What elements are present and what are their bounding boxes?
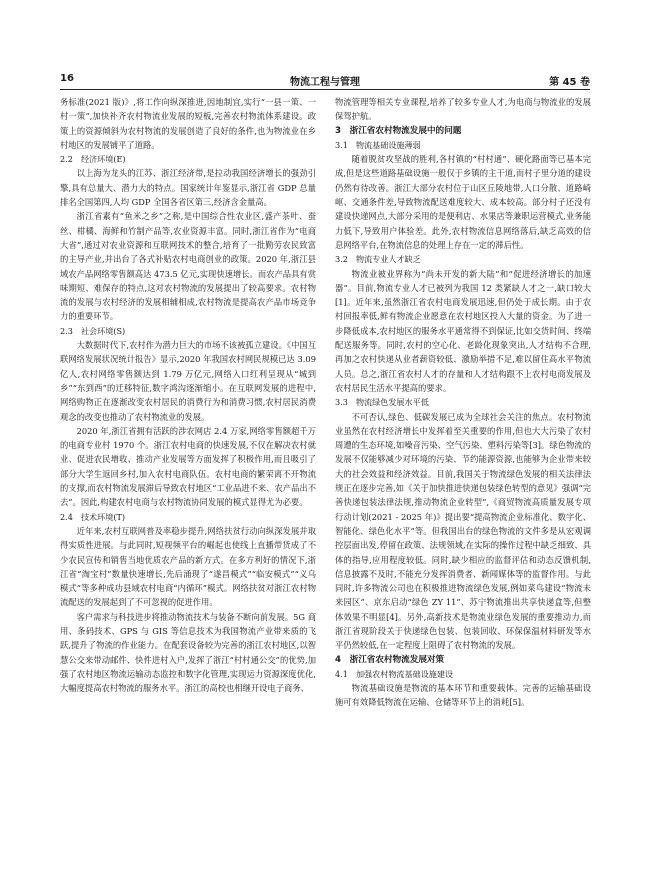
- section-number: 4: [335, 654, 341, 665]
- section-number: 3: [335, 125, 341, 136]
- paragraph: 客户需求与科技进步将推动物流技术与装备不断向前发展。5G 商用、条码技术、GPS 与 GIS 等信息技术为我国物流产业带来质的飞跃,提升了物流的作业能力。在配套设备较为完善的浙江农村地区,以智慧公交来带动邮件、快件进村入户,发挥了浙江“村村通公交”的优势,加强了农村地区物流运输动态监控和数字化管理,实现运力资源深度优化,大幅度提高农村物流的服务水平。浙江的高校也相继开设电子商务、: [60, 611, 316, 694]
- paragraph: 2020 年,浙江省拥有活跃的涉农网店 2.4 万家,网络零售额超千万的电商专业村 1970 个。浙江农村电商的快速发展,不仅在解决农村就业、促进农民增收、推动产业发展等方面发挥了积极作用,而且吸引了部分大学生返回乡村,加入农村电商队伍。农村电商的繁荣离不开物流的支撑,而农村物流发展滞后导致农村地区“工业品进不来、农产品出不去”。因此,构建农村电商与农村物流协同发展的模式显得尤为必要。: [60, 425, 316, 508]
- running-header: [60, 73, 590, 87]
- volume-label: 第 45 卷: [549, 77, 590, 88]
- subsection-heading: 2.2 经济环境(E): [60, 154, 126, 165]
- paragraph: 物流基础设施是物流的基本环节和重要载体。完善的运输基础设施可有效降低物流在运输、仓储等环节上的消耗[5]。: [335, 683, 591, 708]
- section-heading: [335, 124, 591, 138]
- paragraph: 随着脱贫攻坚战的胜利,各村镇的“村村通”、硬化路面等已基本完成,但是这些道路基础设施一般仅于乡镇的主干道,而村子里分道的建设仍然有待改善。浙江大部分农村位于山区丘陵地带,人口分散、道路崎岖、交通条件差,导致物流配送难度较大、成本较高。部分村子还没有建设快递网点,大部分采用的是便利店、水果店等兼职运营模式,业务能力低下,导致用户体验差。此外,农村物流信息网络落后,缺乏高效的信息网络平台,在物流信息的处理上存在一定的滞后性。: [335, 154, 591, 250]
- subsection-heading: 3.3 物流绿色发展水平低: [335, 397, 429, 408]
- paragraph: 浙江省素有“鱼米之乡”之称,是中国综合性农业区,盛产茶叶、蚕丝、柑橘、海鲜和竹制产品等,农业资源丰富。同时,浙江省作为“电商大省”,通过对农业资源和互联网技术的整合,培育了一批勤劳农民致富的主导产业,并出台了各式补贴农村电商创业的政策。2020 年,浙江县域农产品网络零售额高达 473.5 亿元,实现快速增长。而农产品具有赏味期短、难保存的特点,这对农村物流的发展提出了较高要求。农村物流的发展与农村经济的发展相辅相成,农村物流是提高农产品市场竞争力的重要环节。: [60, 211, 316, 322]
- header-rule: [60, 89, 590, 90]
- section-title: 浙江省农村物流发展中的问题: [349, 125, 462, 136]
- paragraph: 物流业被业界称为“尚未开发的新大陆”和“促进经济增长的加速器”。目前,物流专业人才已被列为我国 12 类紧缺人才之一,缺口较大[1]。近年来,虽然浙江省农村电商发展迅速,但仍处于成长期。由于农村回报率低,鲜有物流企业愿意在农村地区投入大量的资金。为了进一步降低成本,农村地区的服务水平通常得不到保证,比如交货时间、终端配送服务等。同时,农村的空心化、老龄化现象突出,人才结构不合理,再加之农村快递从业者薪资较低、激励举措不足,难以留住高水平物流人员。总之,浙江省农村人才的存量和人才结构跟不上农村电商发展及农村居民生活水平提高的要求。: [335, 268, 591, 393]
- subsection-heading: 4.1 加强农村物流基础设施建设: [335, 668, 454, 679]
- paragraph: 务标准(2021 版)》,将工作向纵深推进,因地制宜,实行“一县一策、一村一策”,加快补齐农村物流业发展的短板,完善农村物流体系建设。政策上的资源倾斜为农村物流的发展创造了良好的条件,也为物流业在乡村地区的发展铺平了道路。: [60, 97, 316, 150]
- paragraph: 大数据时代下,农村作为潜力巨大的市场不该被孤立建设。《中国互联网络发展状况统计报告》显示,2020 年我国农村网民规模已达 3.09 亿人,农村网络零售额达到 1.79 万亿元,网络入口红利呈现从“城到乡”“东到西”的迁移特征,数字鸿沟逐渐缩小。在互联网发展的进程中,网络购物正在逐渐改变农村居民的消费行为和消费习惯,农村居民消费观念的改变也推动了农村物流业的发展。: [60, 340, 316, 422]
- subsection-heading: 3.2 物流专业人才缺乏: [335, 254, 421, 265]
- subsection-heading: 2.4 技术环境(T): [60, 511, 126, 522]
- right-column: [335, 95, 591, 710]
- paragraph: 不可否认,绿色、低碳发展已成为全球社会关注的焦点。农村物流业虽然在农村经济增长中发挥着至关重要的作用,但也大大污染了农村周遭的生态环境,如噪音污染、空气污染、塑料污染等[3]。绿色物流的发展不仅能够减少对环境的污染、节约能源资源,也能够为企业带来较大的社会效益和经济效益。目前,我国关于物流绿色发展的相关法律法规正在逐步完善,如《关于加快推进快递包装绿色转型的意见》强调“完善快递包装法律法规,推动物流企业转型”,《商贸物流高质量发展专项行动计划(2021 - 2025 年)》提出要“提高物流企业标准化、数字化、智能化、绿色化水平”等。但我国出台的绿色物流的文件多是从宏观调控层面出发,停留在政策、法规领域,在实际的操作过程中缺乏细致、具体的指导,应用程度较低。同时,缺少相应的监督评估和动态反馈机制,信息披露不及时,不能充分发挥消费者、新闻媒体等的监督作用。与此同时,许多物流公司也在积极推进物流绿色发展,例如菜鸟建设“物流未来园区”、京东启动“绿色 ZY 11”、苏宁物流推出共享快递盒等,但整体效果不明显[4]。另外,高新技术是物流业绿色发展的重要推动力,而浙江省现阶段关于快递绿色包装、包装回收、环保保温材料研发等水平仍然较低,在一定程度上阻碍了农村物流的发展。: [335, 411, 591, 651]
- paragraph: 物流管理等相关专业课程,培养了较多专业人才,为电商与物流业的发展保驾护航。: [335, 97, 591, 122]
- paragraph: 以上海为龙头的江苏、浙江经济带,是拉动我国经济增长的强劲引擎,具有总量大、潜力大的特点。国家统计年鉴显示,浙江省 GDP 总量排名全国第四,人均 GDP 全国各省区第三,经济含金量高。: [60, 168, 316, 208]
- section-title: 浙江省农村物流发展对策: [349, 654, 445, 665]
- page-number: 16: [60, 73, 74, 84]
- journal-title: 物流工程与管理: [290, 77, 360, 88]
- left-column: [60, 95, 316, 695]
- subsection-heading: 2.3 社会环境(S): [60, 325, 126, 336]
- paragraph: 近年来,农村互联网普及率稳步提升,网络扶贫行动向纵深发展并取得实质性进展。与此同时,短视频平台的崛起也使线上直播带货成了不少农民宣传和销售当地优质农产品的新方式。在多方利好的情况下,浙江省“淘宝村”数量快速增长,先后涌现了“遂昌模式”“临安模式”“义乌模式”等多种成功县域农村电商“内循环”模式。网络扶贫对浙江农村物流配送的发展起到了不可忽视的促进作用。: [60, 525, 316, 608]
- subsection-heading: 3.1 物流基础设施薄弱: [335, 139, 421, 150]
- section-heading: [335, 653, 591, 667]
